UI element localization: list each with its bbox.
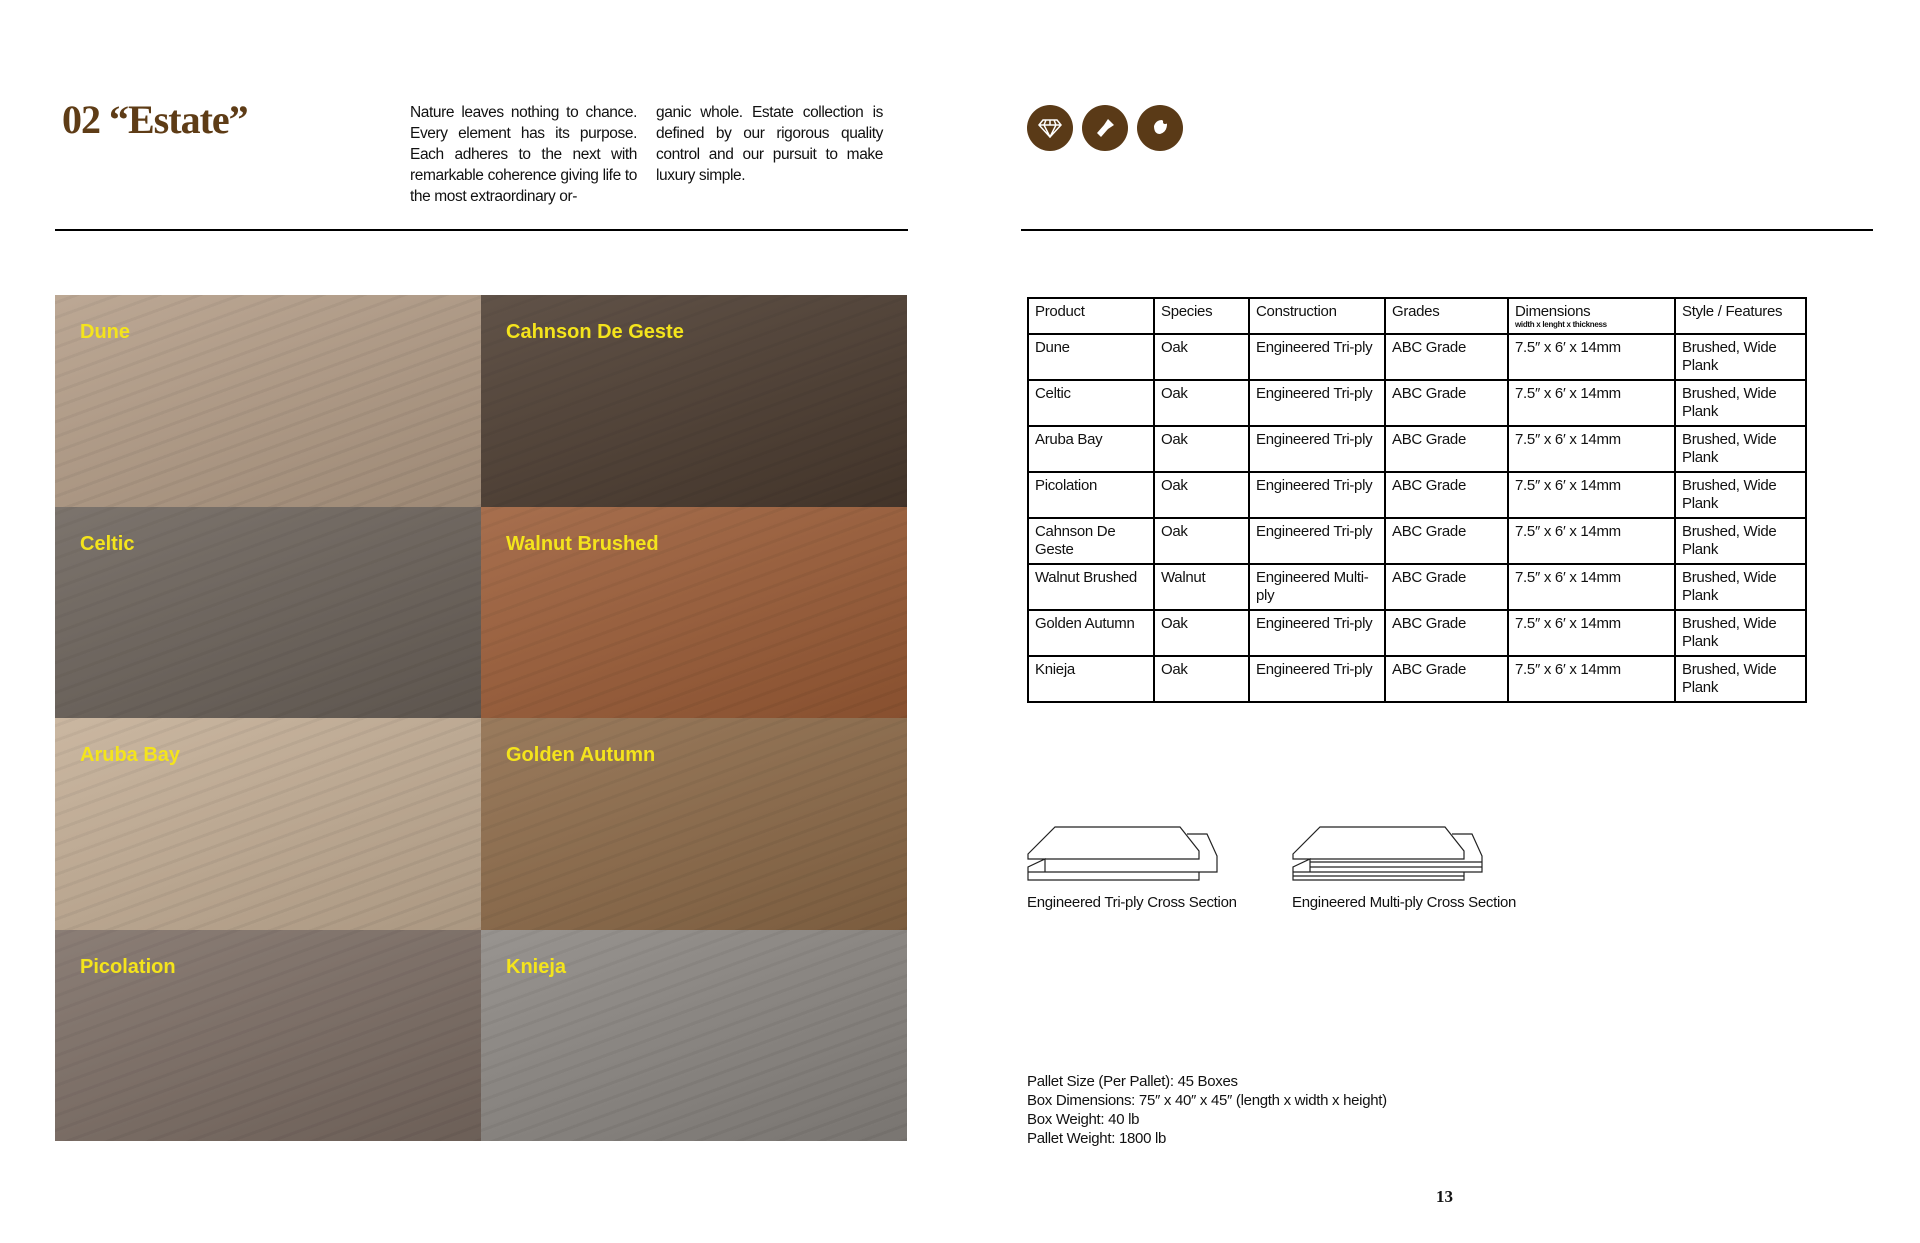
swatch-label: Picolation bbox=[80, 955, 176, 978]
swatch-label: Cahnson De Geste bbox=[506, 321, 684, 343]
box-weight: Box Weight: 40 lb bbox=[1027, 1111, 1140, 1128]
table-cell: ABC Grade bbox=[1385, 426, 1508, 472]
table-cell: Engineered Tri-ply bbox=[1249, 380, 1385, 426]
swatch-label: Walnut Brushed bbox=[506, 532, 659, 555]
right-divider bbox=[1021, 229, 1873, 231]
page-title: 02 “Estate” bbox=[62, 97, 248, 142]
table-row bbox=[1028, 656, 1806, 702]
table-cell: Walnut bbox=[1154, 564, 1249, 610]
table-cell: 7.5″ x 6′ x 14mm bbox=[1508, 334, 1675, 380]
table-row bbox=[1028, 334, 1806, 380]
swatch-label: Aruba Bay bbox=[80, 744, 181, 766]
table-cell: Brushed, Wide Plank bbox=[1675, 564, 1806, 610]
swatch-tile bbox=[481, 718, 907, 930]
table-cell: 7.5″ x 6′ x 14mm bbox=[1508, 610, 1675, 656]
table-cell: Celtic bbox=[1028, 380, 1154, 426]
brush-icon bbox=[1082, 105, 1128, 151]
table-cell: Engineered Tri-ply bbox=[1249, 334, 1385, 380]
table-cell: ABC Grade bbox=[1385, 518, 1508, 564]
table-cell: Walnut Brushed bbox=[1028, 564, 1154, 610]
table-cell: Oak bbox=[1154, 334, 1249, 380]
table-cell: 7.5″ x 6′ x 14mm bbox=[1508, 656, 1675, 702]
table-cell: Engineered Tri-ply bbox=[1249, 656, 1385, 702]
swatch-tile bbox=[55, 930, 481, 1142]
table-cell: Brushed, Wide Plank bbox=[1675, 426, 1806, 472]
table-cell: Dune bbox=[1028, 334, 1154, 380]
table-cell: Engineered Tri-ply bbox=[1249, 610, 1385, 656]
swatch-label: Golden Autumn bbox=[506, 744, 656, 766]
swatch-label: Celtic bbox=[80, 532, 135, 555]
intro-text-col2: ganic whole. Estate collection is defined by our rigorous quality control and our pursuit to make luxury simple. bbox=[656, 104, 883, 184]
table-cell: Engineered Tri-ply bbox=[1249, 518, 1385, 564]
col-grades: Grades bbox=[1385, 298, 1508, 334]
swatch-tile bbox=[481, 295, 907, 507]
table-cell: Cahnson De Geste bbox=[1028, 518, 1154, 564]
table-cell: Aruba Bay bbox=[1028, 426, 1154, 472]
left-divider bbox=[55, 229, 908, 231]
dimensions-sublabel: width x lenght x thickness bbox=[1515, 320, 1607, 329]
table-cell: 7.5″ x 6′ x 14mm bbox=[1508, 564, 1675, 610]
pallet-weight: Pallet Weight: 1800 lb bbox=[1027, 1130, 1167, 1147]
table-cell: Golden Autumn bbox=[1028, 610, 1154, 656]
table-cell: Oak bbox=[1154, 610, 1249, 656]
table-cell: Engineered Tri-ply bbox=[1249, 426, 1385, 472]
dimensions-label: Dimensions bbox=[1515, 303, 1591, 320]
table-row bbox=[1028, 472, 1806, 518]
paint-pour-icon bbox=[1137, 105, 1183, 151]
col-style: Style / Features bbox=[1675, 298, 1806, 334]
intro-text-col1: Nature leaves nothing to chance. Every element has its purpose. Each adheres to the next with remarkable coherence giving life to the most extraordinary or- bbox=[410, 104, 637, 205]
table-row bbox=[1028, 426, 1806, 472]
table-cell: Engineered Tri-ply bbox=[1249, 472, 1385, 518]
pallet-info bbox=[1027, 1072, 1387, 1148]
table-cell: Knieja bbox=[1028, 656, 1154, 702]
table-cell: 7.5″ x 6′ x 14mm bbox=[1508, 380, 1675, 426]
table-cell: Brushed, Wide Plank bbox=[1675, 656, 1806, 702]
table-row bbox=[1028, 518, 1806, 564]
table-cell: ABC Grade bbox=[1385, 334, 1508, 380]
pallet-size: Pallet Size (Per Pallet): 45 Boxes bbox=[1027, 1073, 1238, 1090]
product-table bbox=[1027, 297, 1807, 703]
table-cell: ABC Grade bbox=[1385, 472, 1508, 518]
feature-icons bbox=[1027, 105, 1183, 151]
table-cell: Engineered Multi-ply bbox=[1249, 564, 1385, 610]
table-cell: ABC Grade bbox=[1385, 380, 1508, 426]
table-cell: ABC Grade bbox=[1385, 656, 1508, 702]
diamond-icon bbox=[1027, 105, 1073, 151]
table-cell: 7.5″ x 6′ x 14mm bbox=[1508, 472, 1675, 518]
triply-cross-section-diagram bbox=[1027, 824, 1222, 882]
table-row bbox=[1028, 380, 1806, 426]
box-dimensions: Box Dimensions: 75″ x 40″ x 45″ (length x width x height) bbox=[1027, 1092, 1387, 1109]
table-cell: Oak bbox=[1154, 380, 1249, 426]
table-cell: Oak bbox=[1154, 656, 1249, 702]
multiply-caption: Engineered Multi-ply Cross Section bbox=[1292, 894, 1517, 911]
swatch-tile bbox=[55, 295, 481, 507]
col-dimensions bbox=[1508, 298, 1675, 334]
table-cell: Brushed, Wide Plank bbox=[1675, 518, 1806, 564]
col-species: Species bbox=[1154, 298, 1249, 334]
table-cell: Oak bbox=[1154, 518, 1249, 564]
triply-caption: Engineered Tri-ply Cross Section bbox=[1027, 894, 1237, 911]
swatch-tile bbox=[55, 507, 481, 719]
swatch-label: Knieja bbox=[506, 955, 567, 978]
swatch-tile bbox=[481, 930, 907, 1142]
table-cell: 7.5″ x 6′ x 14mm bbox=[1508, 518, 1675, 564]
table-cell: Brushed, Wide Plank bbox=[1675, 472, 1806, 518]
table-cell: Oak bbox=[1154, 426, 1249, 472]
table-cell: Picolation bbox=[1028, 472, 1154, 518]
multiply-cross-section-diagram bbox=[1292, 824, 1487, 882]
table-row bbox=[1028, 610, 1806, 656]
table-cell: Brushed, Wide Plank bbox=[1675, 380, 1806, 426]
swatch-tile bbox=[55, 718, 481, 930]
table-cell: Brushed, Wide Plank bbox=[1675, 610, 1806, 656]
page-number: 13 bbox=[1436, 1187, 1453, 1206]
col-construction: Construction bbox=[1249, 298, 1385, 334]
swatch-label: Dune bbox=[80, 321, 130, 343]
table-cell: Oak bbox=[1154, 472, 1249, 518]
swatch-grid bbox=[55, 295, 907, 1141]
table-row bbox=[1028, 564, 1806, 610]
table-cell: Brushed, Wide Plank bbox=[1675, 334, 1806, 380]
swatch-tile bbox=[481, 507, 907, 719]
table-cell: ABC Grade bbox=[1385, 610, 1508, 656]
table-cell: ABC Grade bbox=[1385, 564, 1508, 610]
table-cell: 7.5″ x 6′ x 14mm bbox=[1508, 426, 1675, 472]
col-product: Product bbox=[1028, 298, 1154, 334]
